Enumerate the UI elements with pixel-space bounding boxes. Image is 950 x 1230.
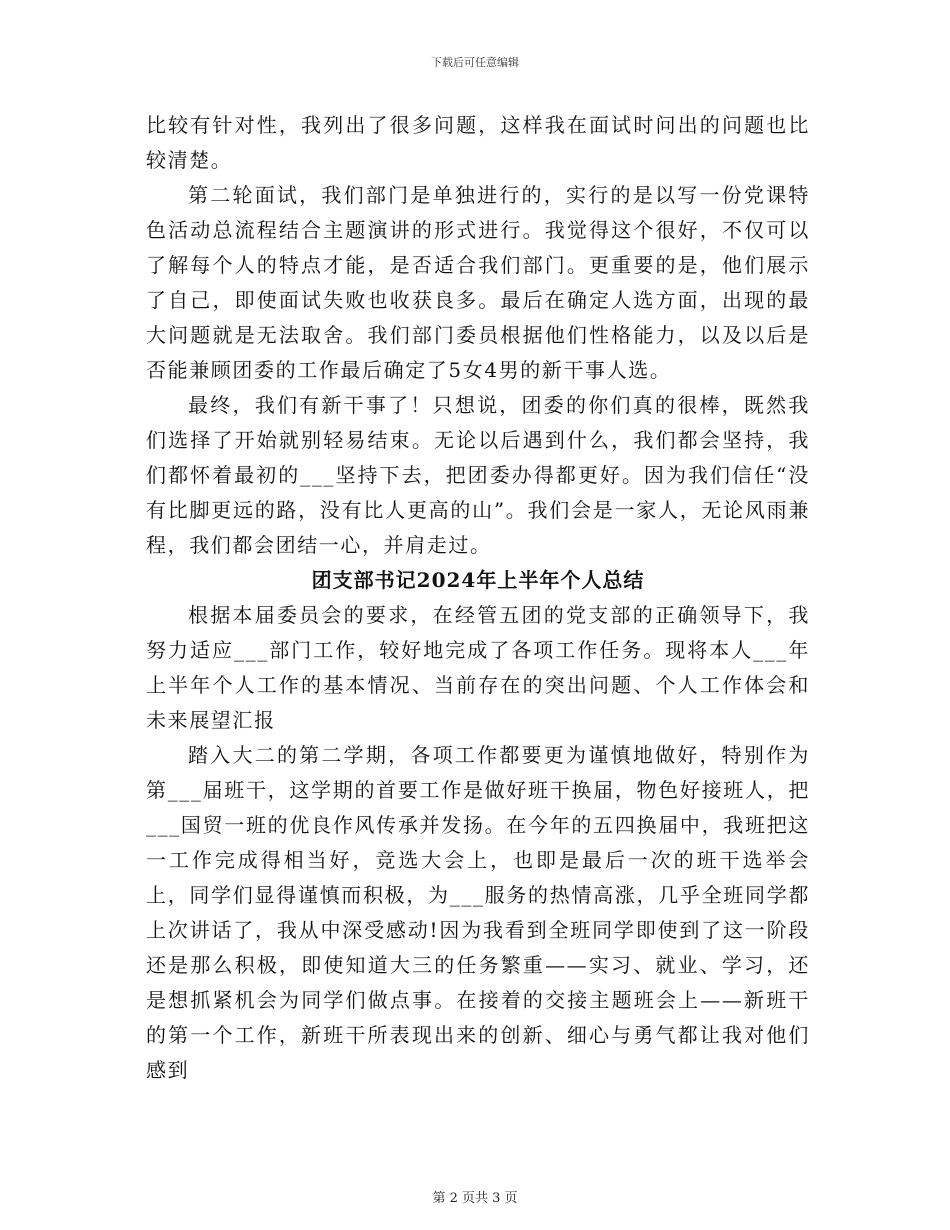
- section-title: 团支部书记2024年上半年个人总结: [311, 568, 645, 592]
- paragraph-5: 踏入大二的第二学期，各项工作都要更为谨慎地做好，特别作为第___届班干，这学期的首要工作是做好班干换届，物色好接班人，把___国贸一班的优良作风传承并发扬。在今年的五四换届中，我班把这一工作完成得相当好，竞选大会上，也即是最后一次的班干选举会上，同学们显得谨慎而积极，为___服务的热情高涨，几乎全班同学都上次讲话了，我从中深受感动!因为我看到全班同学即使到了这一阶段还是那么积极，即使知道大三的任务繁重——实习、就业、学习，还是想抓紧机会为同学们做点事。在接着的交接主题班会上——新班干的第一个工作，新班干所表现出来的创新、细心与勇气都让我对他们感到: [146, 743, 810, 1082]
- paragraph-2: 第二轮面试，我们部门是单独进行的，实行的是以写一份党课特色活动总流程结合主题演讲的形式进行。我觉得这个很好，不仅可以了解每个人的特点才能，是否适合我们部门。更重要的是，他们展示了自己，即使面试失败也收获良多。最后在确定人选方面，出现的最大问题就是无法取舍。我们部门委员根据他们性格能力，以及以后是否能兼顾团委的工作最后确定了5女4男的新干事人选。: [146, 183, 810, 382]
- paragraph-3: 最终，我们有新干事了！只想说，团委的你们真的很棒，既然我们选择了开始就别轻易结束。无论以后遇到什么，我们都会坚持，我们都怀着最初的___坚持下去，把团委办得都更好。因为我们信任“没有比脚更远的路，没有比人更高的山”。我们会是一家人，无论风雨兼程，我们都会团结一心，并肩走过。: [146, 393, 810, 557]
- page-footer: 第 2 页共 3 页: [432, 1191, 518, 1206]
- paragraph-4: 根据本届委员会的要求，在经管五团的党支部的正确领导下，我努力适应___部门工作，较好地完成了各项工作任务。现将本人___年上半年个人工作的基本情况、当前存在的突出问题、个人工作体会和未来展望汇报: [146, 603, 810, 732]
- paragraph-1: 比较有针对性，我列出了很多问题，这样我在面试时问出的问题也比较清楚。: [146, 113, 810, 172]
- page-header: 下载后可任意编辑: [431, 56, 519, 69]
- document-body: [146, 108, 810, 1088]
